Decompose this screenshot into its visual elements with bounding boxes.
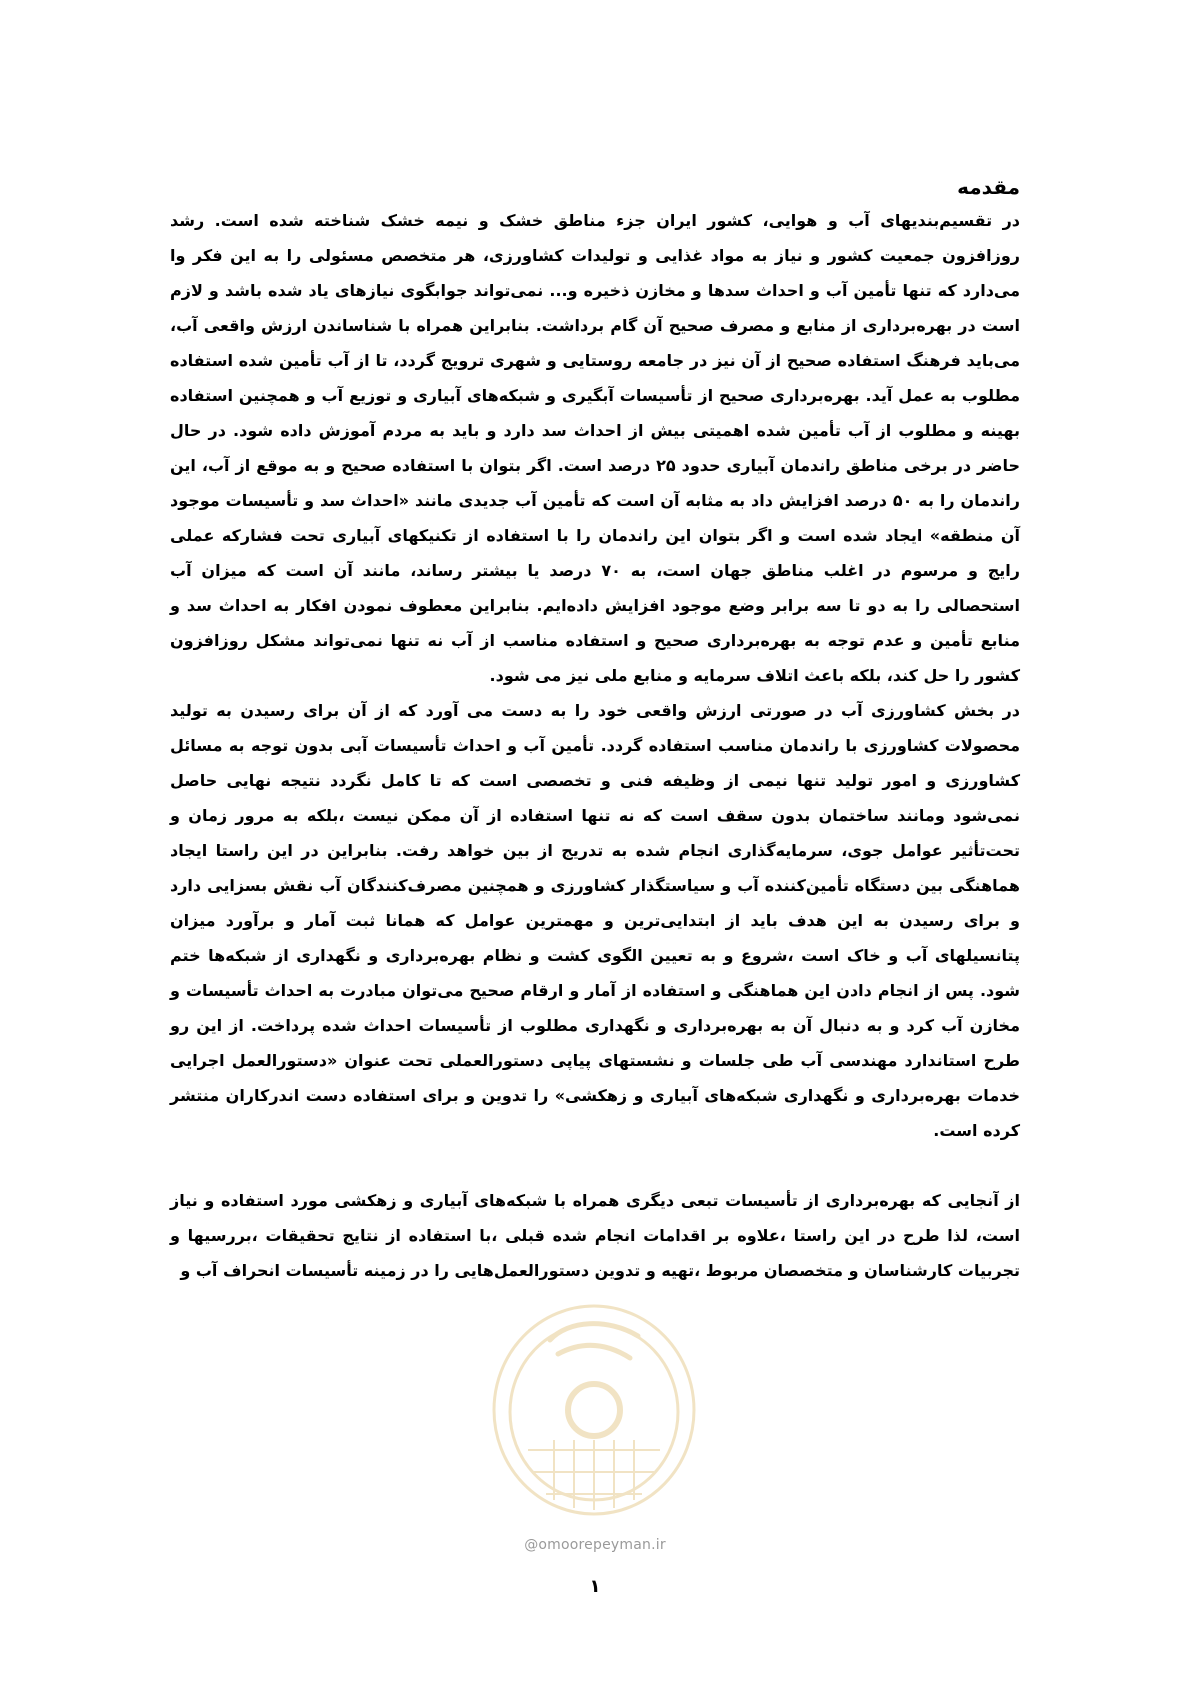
paragraph-1: در تقسیم‌بندیهای آب و هوایی، کشور ایران جزء مناطق خشک و نیمه خشک شناخته شده است. رشد روزافزون جمعیت کشور و نیاز به مواد غذایی و تولیدات کشاورزی، هر متخصص مسئولی را به این فکر وا می‌دارد که تنها تأمین آب و احداث سدها و مخازن ذخیره و... نمی‌تواند جوابگوی نیازهای یاد شده باشد و لازم است در بهره‌برداری از منابع و مصرف صحیح آن گام برداشت. بنابراین همراه با شناساندن ارزش واقعی آب، می‌باید فرهنگ استفاده صحیح از آن نیز در جامعه روستایی و شهری ترویج گردد، تا از آب تأمین شده استفاده مطلوب به عمل آید. بهره‌برداری صحیح از تأسیسات آبگیری و شبکه‌های آبیاری و توزیع آب و همچنین استفاده بهینه و مطلوب از آب تأمین شده اهمیتی بیش از احداث سد دارد و باید به مردم آموزش داده شود. در حال حاضر در برخی مناطق راندمان آبیاری حدود ۲۵ درصد است. اگر بتوان با استفاده صحیح و به موقع از آب، این راندمان را به ۵۰ درصد افزایش داد به مثابه آن است که تأمین آب جدیدی مانند «احداث سد و تأسیسات موجود آن منطقه» ایجاد شده است و اگر بتوان این راندمان را با استفاده از تکنیکهای آبیاری تحت فشارکه عملی رایج و مرسوم در اغلب مناطق جهان است، به ۷۰ درصد یا بیشتر رساند، مانند آن است که میزان آب استحصالی را به دو تا سه برابر وضع موجود افزایش داده‌ایم. بنابراین معطوف نمودن افکار به احداث سد و منابع تأمین و عدم توجه به بهره‌برداری صحیح و استفاده مناسب از آب نه تنها نمی‌تواند مشکل روزافزون کشور را حل کند، بلکه باعث اتلاف سرمایه و منابع ملی نیز می شود. xyxy=(170,211,1020,685)
watermark-grid xyxy=(528,1440,660,1510)
paragraph-2: در بخش کشاورزی آب در صورتی ارزش واقعی خود را به دست می آورد که از آن برای رسیدن به تولید محصولات کشاورزی با راندمان مناسب استفاده گردد. تأمین آب و احداث تأسیسات آبی بدون توجه به مسائل کشاورزی و امور تولید تنها نیمی از وظیفه فنی و تخصصی است که تا کامل نگردد نتیجه نهایی حاصل نمی‌شود ومانند ساختمان بدون سقف است که نه تنها استفاده از آن ممکن نیست ،بلکه به مرور زمان و تحت‌تأثیر عوامل جوی، سرمایه‌گذاری انجام شده به تدریج از بین خواهد رفت. بنابراین در این راستا ایجاد هماهنگی بین دستگاه تأمین‌کننده آب و سیاستگذار کشاورزی و همچنین مصرف‌کنندگان آب نقش بسزایی دارد و برای رسیدن به این هدف باید از ابتدایی‌ترین و مهمترین عوامل که همانا ثبت آمار و برآورد میزان پتانسیلهای آب و خاک است ،شروع و به تعیین الگوی کشت و نظام بهره‌برداری و نگهداری از شبکه‌ها ختم شود. پس از انجام دادن این هماهنگی و استفاده از آمار و ارقام صحیح می‌توان مبادرت به احداث تأسیسات و مخازن آب کرد و به دنبال آن به بهره‌برداری و نگهداری مطلوب از تأسیسات احداث شده پرداخت. از این رو طرح استاندارد مهندسی آب طی جلسات و نشستهای پیاپی دستورالعملی تحت عنوان «دستورالعمل اجرایی خدمات بهره‌برداری و نگهداری شبکه‌های آبیاری و زهکشی» را تدوین و برای استفاده دست اندرکاران منتشر کرده است. xyxy=(170,701,1020,1140)
body-text xyxy=(170,203,1020,1288)
watermark-ring xyxy=(494,1306,694,1514)
page-number: ۱ xyxy=(589,1576,601,1597)
watermark-logo xyxy=(488,1300,700,1522)
section-heading: مقدمه xyxy=(957,175,1020,199)
paragraph-3: از آنجایی که بهره‌برداری از تأسیسات تبعی دیگری همراه با شبکه‌های آبیاری و زهکشی مورد استفاده و نیاز است، لذا طرح در این راستا ،علاوه بر اقدامات انجام شده قبلی ،با استفاده از نتایج تحقیقات ،بررسیها و تجربیات کارشناسان و متخصصان مربوط ،تهیه و تدوین دستورالعمل‌هایی را در زمینه تأسیسات انحراف آب و xyxy=(170,1191,1020,1280)
watermark-calligraphy xyxy=(550,1324,638,1358)
watermark-gear-icon xyxy=(568,1384,620,1436)
watermark-inner-ring xyxy=(510,1324,678,1500)
watermark-url: @omoorepeyman.ir xyxy=(524,1537,666,1553)
